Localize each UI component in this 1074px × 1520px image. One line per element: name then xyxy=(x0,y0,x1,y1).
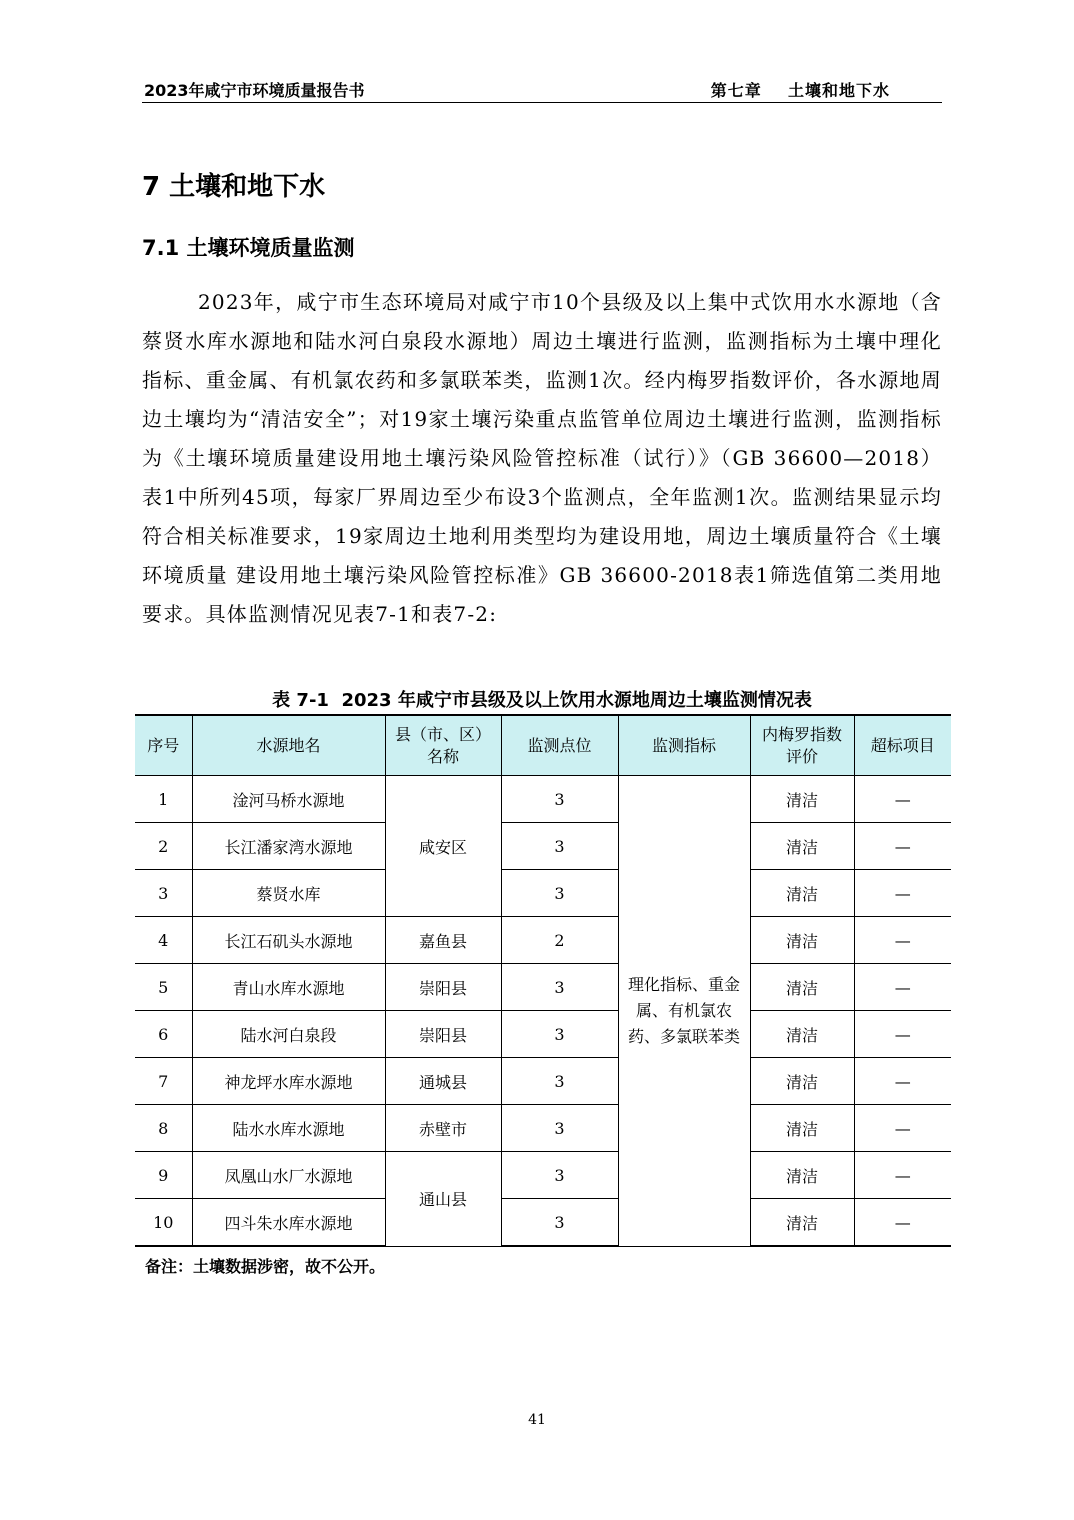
table-header-row xyxy=(135,715,951,776)
cell-no: 9 xyxy=(135,1152,192,1199)
cell-source: 陆水河白泉段 xyxy=(192,1011,385,1058)
cell-source: 神龙坪水库水源地 xyxy=(192,1058,385,1105)
table-row xyxy=(135,1105,951,1152)
table-caption: 表 7-1 2023 年咸宁市县级及以上饮用水源地周边土壤监测情况表 xyxy=(272,690,812,711)
header-no: 序号 xyxy=(135,715,192,776)
monitoring-table xyxy=(135,714,951,1247)
header-county: 县（市、区）名称 xyxy=(385,715,501,776)
cell-source: 蔡贤水库 xyxy=(192,870,385,917)
cell-points: 3 xyxy=(501,1199,618,1247)
cell-no: 3 xyxy=(135,870,192,917)
cell-nemerow: 清洁 xyxy=(750,1199,854,1247)
cell-no: 1 xyxy=(135,776,192,823)
cell-county: 咸安区 xyxy=(385,776,501,917)
cell-nemerow: 清洁 xyxy=(750,1152,854,1199)
cell-exceed: — xyxy=(854,1011,951,1058)
cell-nemerow: 清洁 xyxy=(750,870,854,917)
cell-exceed: — xyxy=(854,823,951,870)
cell-points: 3 xyxy=(501,964,618,1011)
cell-points: 3 xyxy=(501,1105,618,1152)
cell-points: 3 xyxy=(501,776,618,823)
cell-nemerow: 清洁 xyxy=(750,964,854,1011)
table-row xyxy=(135,870,951,917)
cell-indicator: 理化指标、重金属、有机氯农药、多氯联苯类 xyxy=(618,776,750,1247)
cell-points: 3 xyxy=(501,823,618,870)
cell-points: 3 xyxy=(501,1011,618,1058)
header-exceed: 超标项目 xyxy=(854,715,951,776)
cell-source: 淦河马桥水源地 xyxy=(192,776,385,823)
table-row xyxy=(135,1011,951,1058)
cell-no: 5 xyxy=(135,964,192,1011)
cell-county: 嘉鱼县 xyxy=(385,917,501,964)
report-title: 2023年咸宁市环境质量报告书 xyxy=(144,81,365,100)
section-title: 7.1 土壤环境质量监测 xyxy=(142,236,355,260)
cell-county: 赤壁市 xyxy=(385,1105,501,1152)
cell-no: 2 xyxy=(135,823,192,870)
table-row xyxy=(135,1199,951,1247)
table-row xyxy=(135,1058,951,1105)
table-row xyxy=(135,776,951,823)
cell-points: 3 xyxy=(501,1152,618,1199)
cell-county: 通城县 xyxy=(385,1058,501,1105)
paragraph-text: 2023年，咸宁市生态环境局对咸宁市10个县级及以上集中式饮用水水源地（含蔡贤水库水源地和陆水河白泉段水源地）周边土壤进行监测，监测指标为土壤中理化指标、重金属、有机氯农药和多氯联苯类，监测1次。经内梅罗指数评价，各水源地周边土壤均为“清洁安全”；对19家土壤污染重点监管单位周边土壤进行监测，监测指标为《土壤环境质量建设用地土壤污染风险管控标准（试行）》（GB 36600—2018）表1中所列45项，每家厂界周边至少布设3个监测点，全年监测1次。监测结果显示均符合相关标准要求，19家周边土地利用类型均为建设用地，周边土壤质量符合《土壤环境质量 建设用地土壤污染风险管控标准》GB 36600-2018表1筛选值第二类用地要求。具体监测情况见表7-1和表7-2: xyxy=(142,290,942,626)
cell-no: 7 xyxy=(135,1058,192,1105)
cell-points: 2 xyxy=(501,917,618,964)
header-indicator: 监测指标 xyxy=(618,715,750,776)
cell-nemerow: 清洁 xyxy=(750,823,854,870)
table-note: 备注：土壤数据涉密，故不公开。 xyxy=(145,1257,386,1276)
header-source: 水源地名 xyxy=(192,715,385,776)
cell-county: 通山县 xyxy=(385,1152,501,1247)
cell-nemerow: 清洁 xyxy=(750,1105,854,1152)
cell-nemerow: 清洁 xyxy=(750,1058,854,1105)
cell-county: 崇阳县 xyxy=(385,964,501,1011)
cell-exceed: — xyxy=(854,964,951,1011)
cell-points: 3 xyxy=(501,1058,618,1105)
cell-exceed: — xyxy=(854,870,951,917)
cell-nemerow: 清洁 xyxy=(750,1011,854,1058)
cell-no: 8 xyxy=(135,1105,192,1152)
cell-source: 青山水库水源地 xyxy=(192,964,385,1011)
cell-exceed: — xyxy=(854,1152,951,1199)
cell-exceed: — xyxy=(854,917,951,964)
cell-county: 崇阳县 xyxy=(385,1011,501,1058)
cell-no: 10 xyxy=(135,1199,192,1247)
cell-points: 3 xyxy=(501,870,618,917)
table-row xyxy=(135,964,951,1011)
table-row xyxy=(135,917,951,964)
cell-no: 4 xyxy=(135,917,192,964)
header-nemerow: 内梅罗指数评价 xyxy=(750,715,854,776)
header-points: 监测点位 xyxy=(501,715,618,776)
cell-source: 长江石矶头水源地 xyxy=(192,917,385,964)
page-header xyxy=(142,76,942,103)
cell-nemerow: 清洁 xyxy=(750,917,854,964)
cell-source: 长江潘家湾水源地 xyxy=(192,823,385,870)
chapter-title: 7 土壤和地下水 xyxy=(142,172,326,202)
cell-source: 陆水水库水源地 xyxy=(192,1105,385,1152)
cell-exceed: — xyxy=(854,776,951,823)
body-paragraph xyxy=(142,283,942,634)
cell-exceed: — xyxy=(854,1199,951,1247)
table-row xyxy=(135,823,951,870)
page-number: 41 xyxy=(528,1412,546,1428)
table-row xyxy=(135,1152,951,1199)
cell-exceed: — xyxy=(854,1058,951,1105)
cell-source: 凤凰山水厂水源地 xyxy=(192,1152,385,1199)
cell-no: 6 xyxy=(135,1011,192,1058)
chapter-label: 第七章 土壤和地下水 xyxy=(710,81,890,100)
cell-nemerow: 清洁 xyxy=(750,776,854,823)
cell-exceed: — xyxy=(854,1105,951,1152)
cell-source: 四斗朱水库水源地 xyxy=(192,1199,385,1247)
